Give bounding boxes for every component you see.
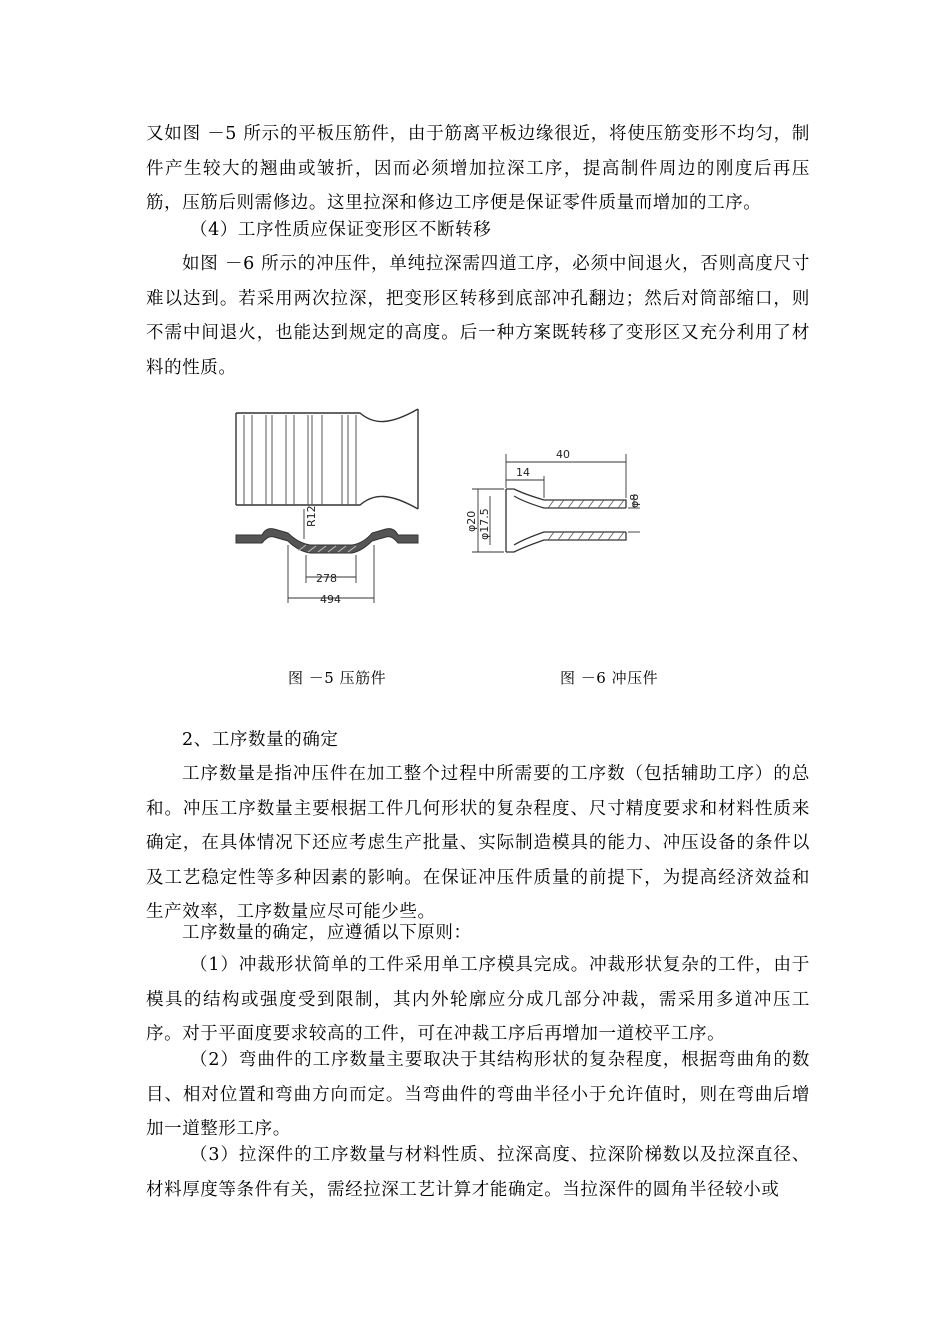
figure-5-dim-radius: R12 <box>305 505 318 527</box>
paragraph-principle-drawing: （3）拉深件的工序数量与材料性质、拉深高度、拉深阶梯数以及拉深直径、材料厚度等条件有关，需经拉深工艺计算才能确定。当拉深件的圆角半径较小或 <box>146 1145 810 1200</box>
paragraph-principles-intro: 工序数量的确定，应遵循以下原则： <box>182 923 472 943</box>
figure-5-dim-inner: 278 <box>316 572 337 585</box>
figure-6-dim-outer-dia: φ20 <box>465 510 478 532</box>
figure-6-caption: 图 －6 冲压件 <box>560 669 659 687</box>
figure-6-stamped-part-drawing <box>458 444 648 564</box>
figure-5-caption: 图 －5 压筋件 <box>288 669 387 687</box>
paragraph-principle-bending: （2）弯曲件的工序数量主要取决于其结构形状的复杂程度，根据弯曲角的数目、相对位置和弯曲方向而定。当弯曲件的弯曲半径小于允许值时，则在弯曲后增加一道整形工序。 <box>146 1050 810 1139</box>
figure-5-ribbed-plate-drawing <box>232 405 422 610</box>
paragraph-fig6-description: 如图 －6 所示的冲压件，单纯拉深需四道工序，必须中间退火，否则高度尺寸难以达到。若采用两次拉深，把变形区转移到底部冲孔翻边；然后对筒部缩口，则不需中间退火，也能达到规定的高度。后一种方案既转移了变形区又充分利用了材料的性质。 <box>146 254 810 378</box>
figure-5-dim-outer: 494 <box>320 593 341 606</box>
figure-6-dim-length: 40 <box>556 448 570 461</box>
figure-6-dim-inner-dia: φ17.5 <box>478 508 491 540</box>
figure-6-dim-hole-dia: φ8 <box>628 493 641 508</box>
paragraph-process-count-definition: 工序数量是指冲压件在加工整个过程中所需要的工序数（包括辅助工序）的总和。冲压工序数量主要根据工件几何形状的复杂程度、尺寸精度要求和材料性质来确定，在具体情况下还应考虑生产批量、实际制造模具的能力、冲压设备的条件以及工艺稳定性等多种因素的影响。在保证冲压件质量的前提下，为提高经济效益和生产效率，工序数量应尽可能少些。 <box>146 764 810 922</box>
section-heading-process-count: 2、工序数量的确定 <box>182 730 339 750</box>
figure-6-dim-flange: 14 <box>516 466 530 479</box>
paragraph-fig5-description: 又如图 －5 所示的平板压筋件，由于筋离平板边缘很近，将使压筋变形不均匀，制件产生较大的翘曲或皱折，因而必须增加拉深工序，提高制件周边的刚度后再压筋，压筋后则需修边。这里拉深和修边工序便是保证零件质量而增加的工序。 <box>146 124 810 213</box>
paragraph-principle-blanking: （1）冲裁形状简单的工件采用单工序模具完成。冲裁形状复杂的工件，由于模具的结构或强度受到限制，其内外轮廓应分成几部分冲裁，需采用多道冲压工序。对于平面度要求较高的工件，可在冲裁工序后再增加一道校平工序。 <box>146 955 810 1044</box>
heading-process-nature: （4）工序性质应保证变形区不断转移 <box>190 220 492 240</box>
